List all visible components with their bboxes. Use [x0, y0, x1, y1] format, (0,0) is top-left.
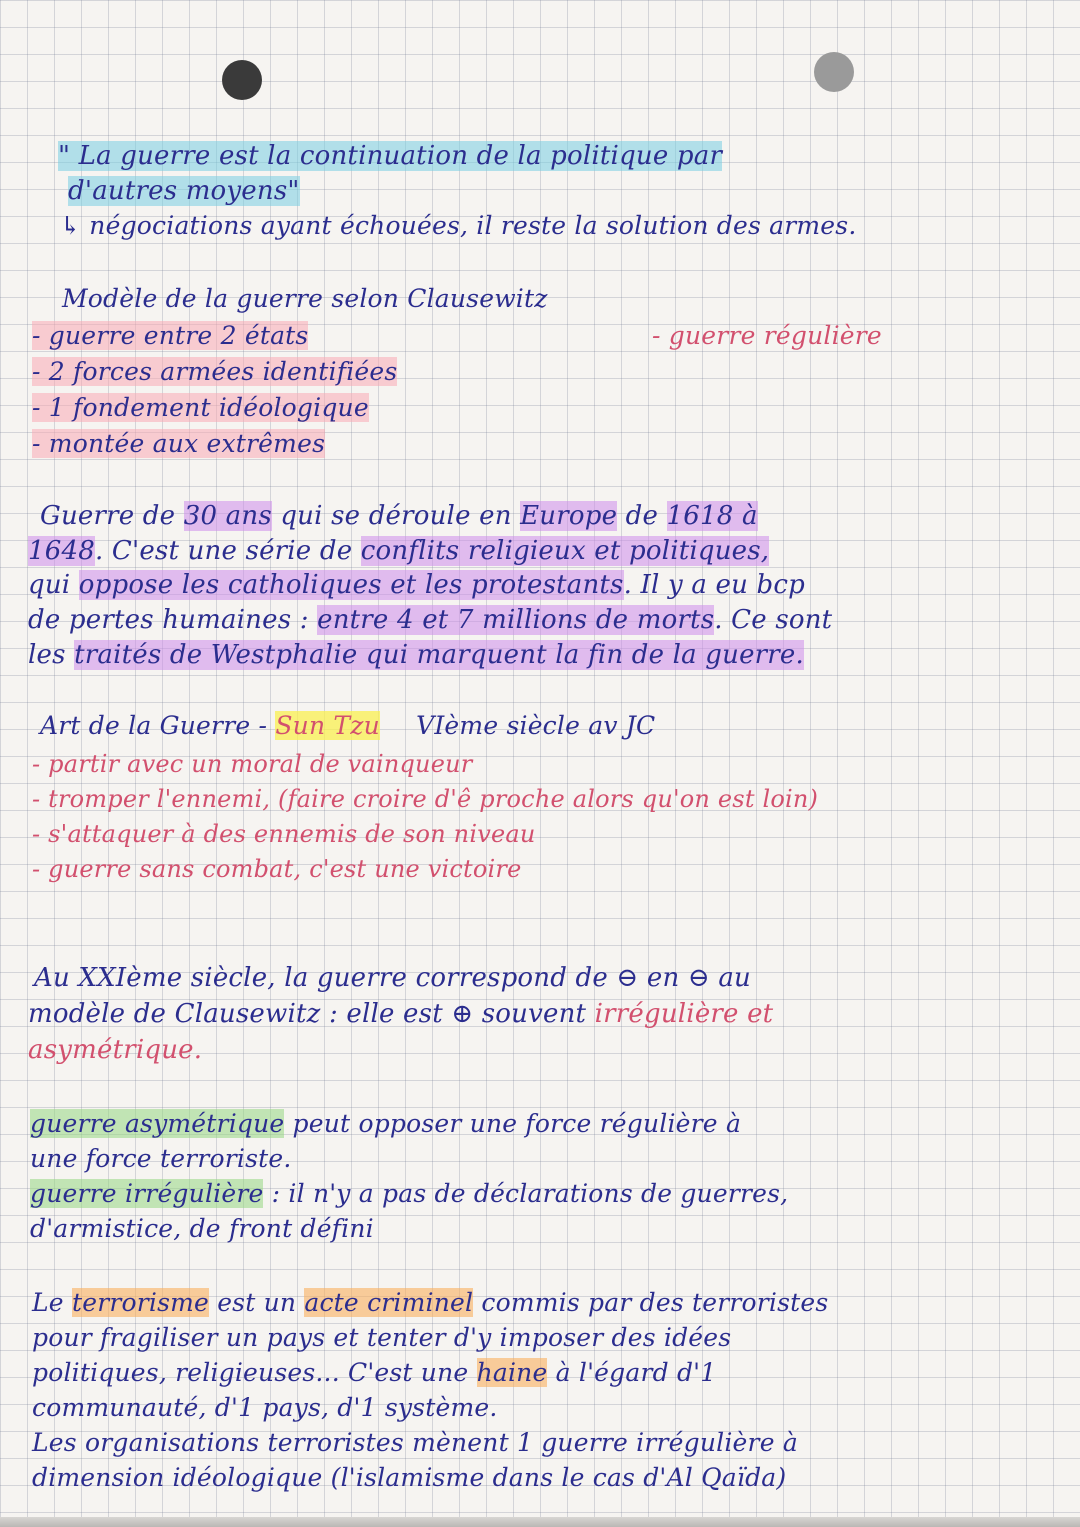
modern-war-line-2: modèle de Clausewitz : elle est ⊕ souvent irrégulière et [28, 999, 774, 1029]
model-item-4: - montée aux extrêmes [32, 429, 326, 458]
page-bottom-edge [0, 1517, 1080, 1527]
art-of-war-item-3: - s'attaquer à des ennemis de son niveau [32, 820, 536, 848]
asymmetric-war-def-2: une force terroriste. [30, 1144, 292, 1173]
model-item-2: - 2 forces armées identifiées [32, 357, 398, 386]
art-of-war-title: Art de la Guerre - Sun Tzu VIème siècle av JC [40, 711, 656, 740]
modern-war-line-1: Au XXIème siècle, la guerre correspond de ⊖ en ⊖ au [34, 963, 751, 993]
terrorism-def-3: politiques, religieuses... C'est une haine à l'égard d'1 [32, 1358, 717, 1387]
thirty-years-war-line-5: les traités de Westphalie qui marquent la fin de la guerre. [28, 640, 804, 670]
asymmetric-war-def-1: guerre asymétrique peut opposer une force régulière à [30, 1109, 742, 1138]
modern-war-line-3: asymétrique. [28, 1035, 203, 1065]
binder-hole-left [222, 60, 262, 100]
art-of-war-item-4: - guerre sans combat, c'est une victoire [32, 855, 522, 883]
quote-line-1: " La guerre est la continuation de la politique par [58, 141, 723, 171]
terrorism-def-1: Le terrorisme est un acte criminel commis par des terroristes [32, 1288, 829, 1317]
model-regular-war: - guerre régulière [652, 321, 882, 350]
clausewitz-model-title: Modèle de la guerre selon Clausewitz [62, 284, 548, 313]
quote-line-2: d'autres moyens" [68, 176, 300, 206]
terrorism-def-4: communauté, d'1 pays, d'1 système. [32, 1393, 498, 1422]
terrorism-def-5: Les organisations terroristes mènent 1 guerre irrégulière à [32, 1428, 798, 1457]
thirty-years-war-line-1: Guerre de 30 ans qui se déroule en Europe de 1618 à [40, 501, 758, 531]
terrorism-def-6: dimension idéologique (l'islamisme dans le cas d'Al Qaïda) [32, 1463, 787, 1492]
quote-explanation: ↳ négociations ayant échouées, il reste la solution des armes. [60, 211, 857, 240]
art-of-war-item-2: - tromper l'ennemi, (faire croire d'ê proche alors qu'on est loin) [32, 785, 819, 813]
terrorism-def-2: pour fragiliser un pays et tenter d'y imposer des idées [32, 1323, 732, 1352]
binder-hole-right [814, 52, 854, 92]
model-item-3: - 1 fondement idéologique [32, 393, 369, 422]
model-item-1: - guerre entre 2 états [32, 321, 309, 350]
irregular-war-def-1: guerre irrégulière : il n'y a pas de déclarations de guerres, [30, 1179, 789, 1208]
thirty-years-war-line-4: de pertes humaines : entre 4 et 7 millions de morts. Ce sont [28, 605, 833, 635]
thirty-years-war-line-2: 1648. C'est une série de conflits religieux et politiques, [28, 536, 770, 566]
art-of-war-item-1: - partir avec un moral de vainqueur [32, 750, 473, 778]
irregular-war-def-2: d'armistice, de front défini [30, 1214, 374, 1243]
thirty-years-war-line-3: qui oppose les catholiques et les protestants. Il y a eu bcp [28, 570, 805, 600]
